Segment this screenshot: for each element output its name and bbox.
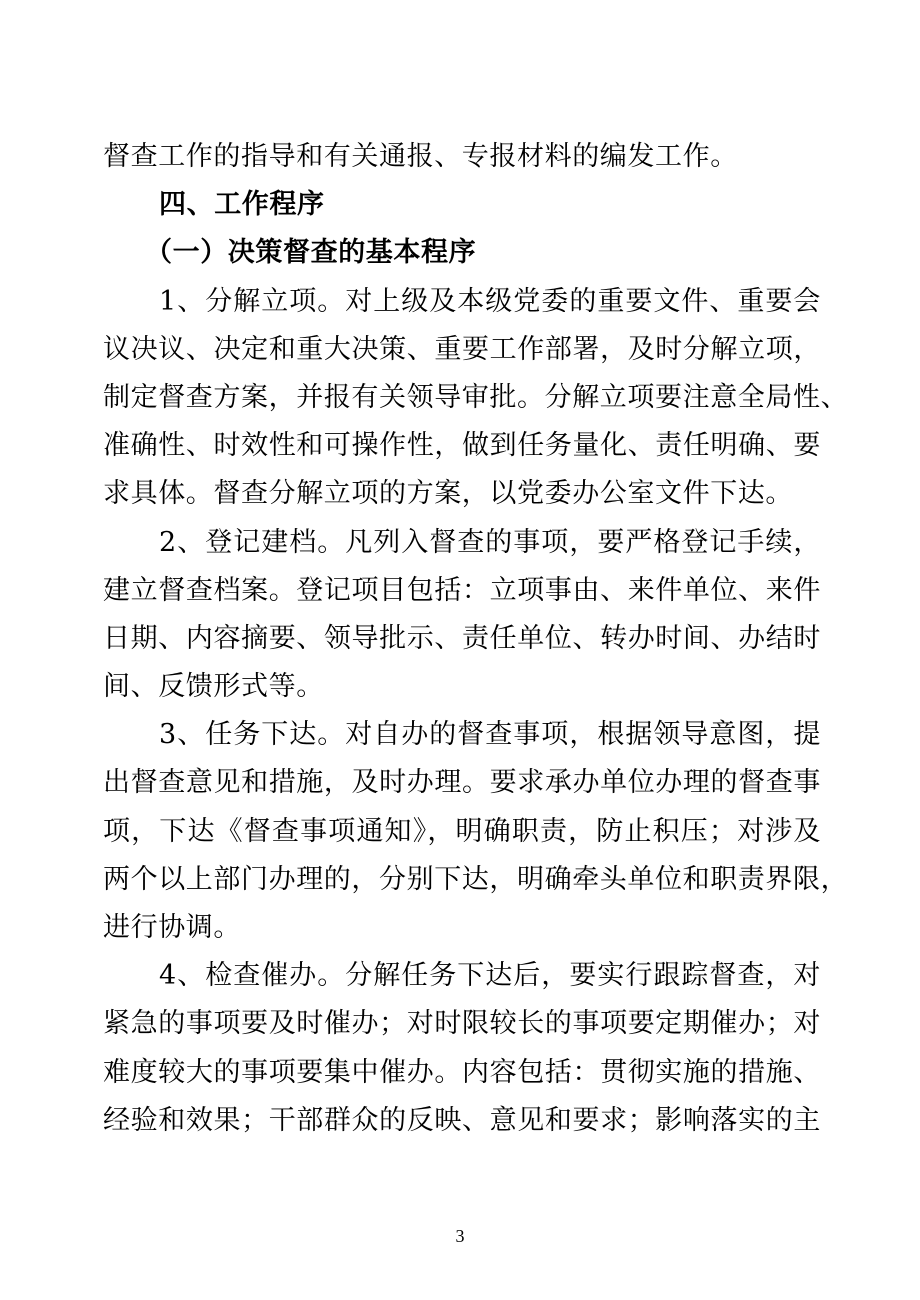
paragraph-line: 经验和效果；干部群众的反映、意见和要求；影响落实的主 — [103, 1104, 821, 1136]
subsection-heading: （一）决策督查的基本程序 — [145, 237, 477, 269]
paragraph-line: 3、任务下达。对自办的督查事项，根据领导意图，提 — [159, 719, 821, 751]
page-number: 3 — [455, 1226, 465, 1246]
paragraph-line: 建立督查档案。登记项目包括：立项事由、来件单位、来件 — [103, 574, 821, 606]
paragraph-line: 求具体。督查分解立项的方案，以党委办公室文件下达。 — [103, 478, 793, 510]
paragraph-line: 间、反馈形式等。 — [103, 671, 324, 703]
paragraph-line: 两个以上部门办理的，分别下达，明确牵头单位和职责界限， — [103, 863, 849, 895]
section-heading: 四、工作程序 — [159, 189, 325, 221]
paragraph-line: 紧急的事项要及时催办；对时限较长的事项要定期催办；对 — [103, 1008, 821, 1040]
paragraph-line: 议决议、决定和重大决策、重要工作部署，及时分解立项， — [103, 333, 821, 365]
paragraph-line: 2、登记建档。凡列入督查的事项，要严格登记手续， — [159, 526, 821, 558]
paragraph-2 — [103, 519, 821, 712]
paragraph-line: 1、分解立项。对上级及本级党委的重要文件、重要会 — [159, 285, 821, 317]
paragraph-line: 准确性、时效性和可操作性，做到任务量化、责任明确、要 — [103, 430, 821, 462]
paragraph-line: 4、检查催办。分解任务下达后，要实行跟踪督查，对 — [159, 960, 821, 992]
paragraph-line: 难度较大的事项要集中催办。内容包括：贯彻实施的措施、 — [103, 1056, 821, 1088]
continuation-line: 督查工作的指导和有关通报、专报材料的编发工作。 — [103, 141, 738, 172]
paragraph-line: 项，下达《督查事项通知》，明确职责，防止积压；对涉及 — [103, 815, 821, 847]
body-text — [103, 133, 849, 1145]
paragraph-line: 制定督查方案，并报有关领导审批。分解立项要注意全局性、 — [103, 381, 849, 413]
paragraph-line: 日期、内容摘要、领导批示、责任单位、转办时间、办结时 — [103, 622, 821, 654]
paragraph-3 — [103, 711, 849, 952]
paragraph-line: 进行协调。 — [103, 912, 241, 943]
paragraph-1 — [103, 278, 849, 519]
paragraph-line: 出督查意见和措施，及时办理。要求承办单位办理的督查事 — [103, 767, 821, 799]
paragraph-4 — [103, 952, 821, 1145]
